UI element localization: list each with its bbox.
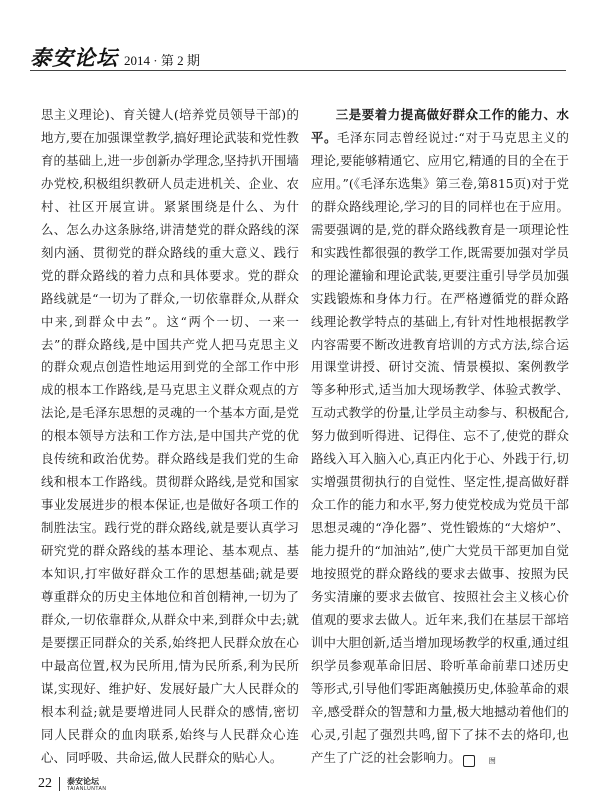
journal-header: [30, 42, 200, 72]
footer-divider: [59, 777, 60, 791]
journal-title: 泰安论坛: [30, 45, 118, 70]
left-column: [41, 104, 299, 770]
footer-brand: [67, 777, 106, 792]
right-column-text: 毛泽东同志曾经说过:“对于马克思主义的理论,要能够精通它、应用它,精通的目的全在于应用。”(《毛泽东选集》第三卷,第815页)对于党的群众路线理论,学习的目的同样也在于应用。需要强调的是,党的群众路线教育是一项理论性和实践性都很强的教学工作,既需要加强对学员的理论灌输和理论武装,更要注重引导学员加强实践锻炼和身体力行。在严格遵循党的群众路线理论教学特点的基础上,有针对性地根据教学内容需要不断改进教育培训的方式方法,综合运用课堂讲授、研讨交流、情景模拟、案例教学等多种形式,适当加大现场教学、体验式教学、互动式教学的份量,让学员主动参与、积极配合,努力做到听得进、记得住、忘不了,使党的群众路线入耳入脑入心,真正内化于心、外践于行,切实增强贯彻执行的自觉性、坚定性,提高做好群众工作的能力和水平,努力使党校成为党员干部思想灵魂的“净化器”、党性锻炼的“大熔炉”、能力提升的“加油站”,使广大党员干部更加自觉地按照党的群众路线的要求去做事、按照为民务实清廉的要求去做官、按照社会主义核心价值观的要求去做人。近年来,我们在基层干部培训中大胆创新,适当增加现场教学的权重,通过组织学员参观革命旧居、聆听革命前辈口述历史等形式,引导他们零距离触摸历史,体验革命的艰辛,感受群众的智慧和力量,极大地撼动着他们的心灵,引起了强烈共鸣,留下了抹不去的烙印,也产生了广泛的社会影响力。: [311, 129, 569, 765]
header-divider: [30, 70, 566, 71]
footer-brand-chinese: 泰安论坛: [67, 775, 99, 786]
page-footer: [38, 776, 106, 792]
right-column: [311, 104, 569, 770]
right-column-paragraph: [311, 104, 569, 770]
page-number: 22: [38, 776, 52, 791]
issue-number: 2014 · 第 2 期: [124, 53, 200, 68]
footer-brand-english: TAIANLUNTAN: [67, 785, 107, 792]
section-heading: 三是要着力提高做好群众工作的能力、水平。: [311, 107, 569, 145]
end-of-article-mark: 囫: [463, 755, 475, 767]
left-column-text: 思主义理论)、育关键人(培养党员领导干部)的地方,要在加强课堂教学,搞好理论武装和党性教育的基础上,进一步创新办学理念,坚持扒开围墙办党校,积极组织教研人员走进机关、企业、农村、社区开展宣讲。紧紧围绕是什么、为什么、怎么办这条脉络,讲清楚党的群众路线的深刻内涵、贯彻党的群众路线的重大意义、践行党的群众路线的着力点和具体要求。党的群众路线就是“一切为了群众,一切依靠群众,从群众中来,到群众中去”。这“两个一切、一来一去”的群众路线,是中国共产党人把马克思主义的群众观点创造性地运用到党的全部工作中形成的根本工作路线,是马克思主义群众观点的方法论,是毛泽东思想的灵魂的一个基本方面,是党的根本领导方法和工作方法,是中国共产党的优良传统和政治优势。群众路线是我们党的生命线和根本工作路线。贯彻群众路线,是党和国家事业发展进步的根本保证,也是做好各项工作的制胜法宝。践行党的群众路线,就是要认真学习研究党的群众路线的基本理论、基本观点、基本知识,打牢做好群众工作的思想基础;就是要尊重群众的历史主体地位和首创精神,一切为了群众,一切依靠群众,从群众中来,到群众中去;就是要摆正同群众的关系,始终把人民群众放在心中最高位置,权为民所用,情为民所系,利为民所谋,实现好、维护好、发展好最广大人民群众的根本利益;就是要增进同人民群众的感情,密切同人民群众的血肉联系,始终与人民群众心连心、同呼吸、共命运,做人民群众的贴心人。: [41, 107, 299, 765]
